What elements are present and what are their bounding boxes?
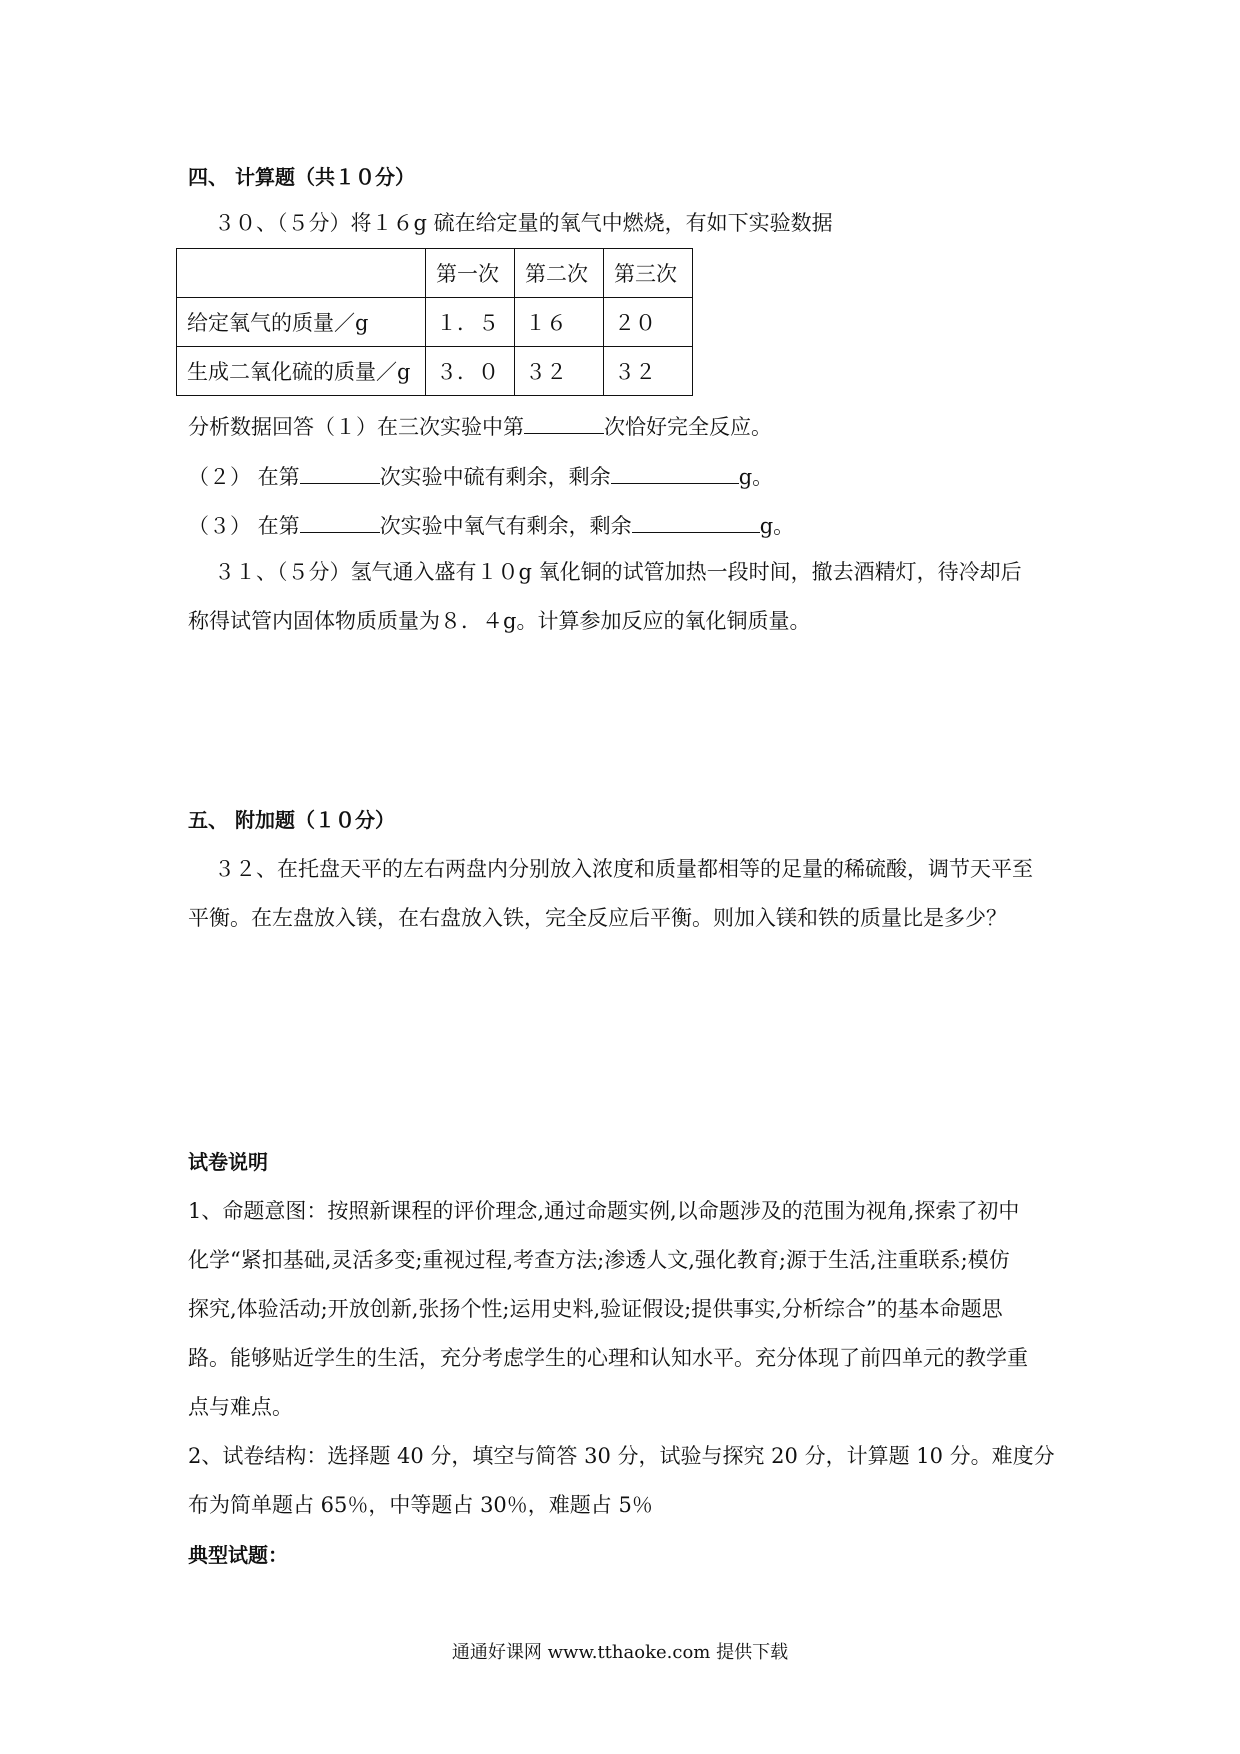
- answer-3: [188, 510, 794, 541]
- answer-blank[interactable]: [300, 461, 380, 484]
- answer-3-text-end: g。: [759, 514, 795, 538]
- answer-blank[interactable]: [632, 510, 760, 533]
- section-5-heading: 五、 附加题（１０分）: [188, 808, 395, 832]
- answer-blank[interactable]: [611, 461, 739, 484]
- table-cell: ３２: [515, 347, 604, 396]
- question-31-line-1: ３１、（５分）氢气通入盛有１０g 氧化铜的试管加热一段时间，撤去酒精灯，待冷却后: [214, 560, 1022, 584]
- table-header-cell: 第二次: [515, 249, 604, 298]
- answer-3-text-mid: 次实验中氧气有剩余，剩余: [379, 514, 632, 538]
- table-header-cell: 第三次: [604, 249, 693, 298]
- table-cell: ３．０: [426, 347, 515, 396]
- notes-paragraph-2-line: 2、试卷结构：选择题 40 分，填空与简答 30 分，试验与探究 20 分，计算题 10 分。难度分: [188, 1444, 1055, 1468]
- page-footer: 通通好课网 www.tthaoke.com 提供下载: [451, 1642, 789, 1663]
- table-row-label: 生成二氧化硫的质量／g: [177, 347, 426, 396]
- answer-1: [188, 411, 772, 442]
- answer-blank[interactable]: [524, 411, 604, 434]
- notes-paragraph-1-line: 1、命题意图：按照新课程的评价理念,通过命题实例,以命题涉及的范围为视角,探索了初中: [188, 1199, 1020, 1223]
- notes-paragraph-1-line: 点与难点。: [188, 1395, 293, 1419]
- answer-3-text: （３） 在第: [188, 514, 300, 538]
- table-cell: ２０: [604, 298, 693, 347]
- question-30: ３０、（５分）将１６g 硫在给定量的氧气中燃烧，有如下实验数据: [214, 211, 833, 235]
- table-row-label: 给定氧气的质量／g: [177, 298, 426, 347]
- answer-1-text: 分析数据回答（１）在三次实验中第: [188, 415, 524, 439]
- notes-paragraph-1-line: 探究,体验活动;开放创新,张扬个性;运用史料,验证假设;提供事实,分析综合”的基本命题思: [188, 1297, 1003, 1321]
- notes-paragraph-1-line: 路。能够贴近学生的生活，充分考虑学生的心理和认知水平。充分体现了前四单元的教学重: [188, 1346, 1028, 1370]
- table-cell: ３２: [604, 347, 693, 396]
- answer-2: [188, 461, 773, 492]
- table-cell: １６: [515, 298, 604, 347]
- table-cell: １．５: [426, 298, 515, 347]
- answer-blank[interactable]: [300, 510, 380, 533]
- question-32-line-2: 平衡。在左盘放入镁，在右盘放入铁，完全反应后平衡。则加入镁和铁的质量比是多少？: [188, 906, 1007, 930]
- table-row: [177, 298, 693, 347]
- section-4-heading: 四、 计算题（共１０分）: [188, 165, 415, 189]
- table-row: [177, 347, 693, 396]
- notes-paragraph-2-line: 布为简单题占 65％，中等题占 30％，难题占 5％: [188, 1493, 653, 1517]
- table-corner-cell: [177, 249, 426, 298]
- notes-paragraph-1-line: 化学“紧扣基础,灵活多变;重视过程,考查方法;渗透人文,强化教育;源于生活,注重联系;模仿: [188, 1248, 1010, 1272]
- answer-2-text-mid: 次实验中硫有剩余，剩余: [379, 465, 611, 489]
- table-header-cell: 第一次: [426, 249, 515, 298]
- question-31-line-2: 称得试管内固体物质质量为８．４g。计算参加反应的氧化铜质量。: [188, 609, 811, 633]
- table-header-row: [177, 249, 693, 298]
- experiment-data-table: [176, 248, 693, 396]
- answer-2-text-end: g。: [738, 465, 774, 489]
- answer-1-text-end: 次恰好完全反应。: [604, 415, 772, 439]
- typical-questions-heading: 典型试题：: [188, 1543, 288, 1567]
- question-32-line-1: ３２、在托盘天平的左右两盘内分别放入浓度和质量都相等的足量的稀硫酸，调节天平至: [214, 857, 1033, 881]
- notes-heading: 试卷说明: [188, 1150, 268, 1174]
- answer-2-text: （２） 在第: [188, 465, 300, 489]
